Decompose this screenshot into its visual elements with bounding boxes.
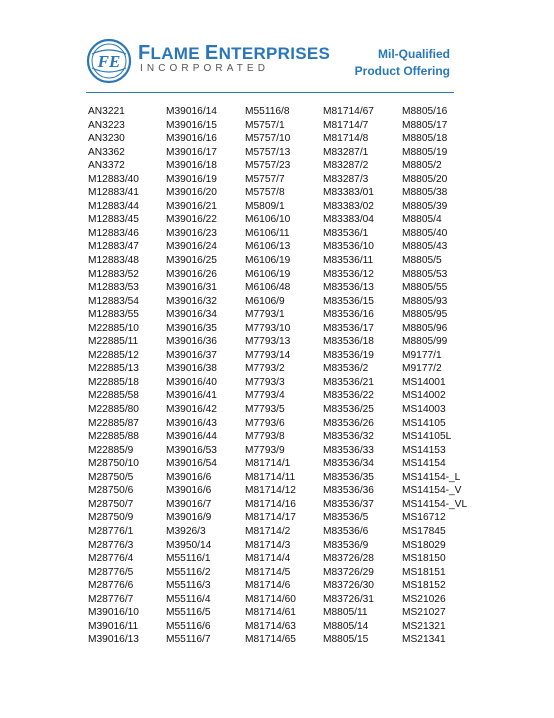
- part-number: M7793/1: [245, 309, 285, 321]
- part-number: M6106/10: [245, 214, 291, 226]
- part-number-column: [323, 105, 402, 647]
- part-number: M12883/52: [88, 268, 139, 280]
- part-number: M12883/45: [88, 214, 139, 226]
- part-number: M8805/5: [402, 255, 442, 267]
- part-number: M6106/19: [245, 255, 291, 267]
- part-number: M83536/5: [323, 512, 369, 524]
- part-number: M39016/15: [166, 119, 217, 131]
- part-number: M83536/25: [323, 404, 374, 416]
- part-number: M22885/87: [88, 417, 139, 429]
- part-number: M8805/4: [402, 214, 442, 226]
- part-number: M39016/44: [166, 431, 217, 443]
- part-number: M7793/5: [245, 404, 285, 416]
- part-number: M55116/5: [166, 607, 211, 619]
- flame-enterprises-logo-icon: [86, 38, 132, 84]
- part-number: M12883/44: [88, 200, 139, 212]
- part-number: MS21321: [402, 620, 446, 632]
- part-number: M12883/41: [88, 187, 139, 199]
- part-number: M7793/4: [245, 390, 285, 402]
- part-number: M83383/01: [323, 187, 374, 199]
- part-number: M39016/6: [166, 485, 212, 497]
- part-number-column: [245, 105, 323, 647]
- part-number: M8805/93: [402, 295, 448, 307]
- part-number: M39016/31: [166, 282, 217, 294]
- part-number: M3950/14: [166, 539, 212, 551]
- part-number-column: [166, 105, 245, 647]
- part-number: M28750/6: [88, 485, 134, 497]
- part-number: M39016/17: [166, 146, 217, 158]
- part-number: M7793/8: [245, 431, 285, 443]
- part-number: M39016/26: [166, 268, 217, 280]
- part-number: M12883/55: [88, 309, 139, 321]
- part-number: M83536/2: [323, 363, 369, 375]
- part-number: M81714/2: [245, 525, 291, 537]
- part-number: M8805/99: [402, 336, 448, 348]
- part-number: M39016/22: [166, 214, 217, 226]
- part-number: MS14154-_VL: [402, 498, 468, 510]
- part-number: M83536/34: [323, 458, 374, 470]
- part-number: MS14154: [402, 458, 446, 470]
- part-number: M55116/7: [166, 634, 211, 646]
- part-number: M39016/23: [166, 227, 217, 239]
- part-number: M83287/1: [323, 146, 369, 158]
- part-number: M81714/60: [245, 593, 296, 605]
- part-number: M55116/8: [245, 106, 290, 117]
- part-number: M55116/2: [166, 566, 211, 578]
- part-number: M12883/47: [88, 241, 139, 253]
- part-number: M81714/65: [245, 634, 296, 646]
- part-number: M83726/28: [323, 553, 374, 565]
- part-number: M83536/9: [323, 539, 369, 551]
- part-number: M39016/34: [166, 309, 217, 321]
- part-number: M83536/32: [323, 431, 374, 443]
- part-number: M81714/17: [245, 512, 296, 524]
- part-number-column: [402, 105, 482, 647]
- part-number: M8805/2: [402, 160, 442, 172]
- part-number: MS14105: [402, 417, 446, 429]
- part-number: M39016/36: [166, 336, 217, 348]
- part-number: MS18152: [402, 580, 446, 592]
- part-number: M28750/10: [88, 458, 139, 470]
- part-number: M83536/19: [323, 349, 374, 361]
- part-number: AN3221: [88, 106, 125, 117]
- part-number: M83383/04: [323, 214, 374, 226]
- part-number: M22885/12: [88, 349, 139, 361]
- part-number: M83536/6: [323, 525, 369, 537]
- part-number: M5757/8: [245, 187, 285, 199]
- part-number: MS21026: [402, 593, 446, 605]
- part-number: M22885/10: [88, 322, 139, 334]
- part-number: M8805/18: [402, 133, 448, 145]
- part-number: M8805/43: [402, 241, 448, 253]
- part-number: M81714/7: [323, 119, 369, 131]
- part-number: M39016/43: [166, 417, 217, 429]
- part-number: M28776/1: [88, 525, 134, 537]
- part-number: MS16712: [402, 512, 446, 524]
- part-number: MS14154-_L: [402, 471, 461, 483]
- part-number: MS14154-_V: [402, 485, 462, 497]
- part-number: M8805/20: [402, 173, 448, 185]
- part-number: M28776/4: [88, 553, 134, 565]
- part-number: M28776/5: [88, 566, 134, 578]
- part-number: MS17845: [402, 525, 446, 537]
- part-number: M8805/14: [323, 620, 369, 632]
- part-number: M39016/10: [88, 607, 139, 619]
- part-number: M39016/19: [166, 173, 217, 185]
- part-number-column: [88, 105, 166, 647]
- part-number: M7793/13: [245, 336, 291, 348]
- part-number: M28776/6: [88, 580, 134, 592]
- part-number: M28750/9: [88, 512, 134, 524]
- part-number: M39016/14: [166, 106, 217, 117]
- part-number: M83536/36: [323, 485, 374, 497]
- part-number: M39016/13: [88, 634, 139, 646]
- part-number: M8805/38: [402, 187, 448, 199]
- part-number: M55116/1: [166, 553, 211, 565]
- part-number: M39016/54: [166, 458, 217, 470]
- part-number: M7793/2: [245, 363, 285, 375]
- part-number: M81714/8: [323, 133, 369, 145]
- brand-name: FLAME ENTERPRISES: [138, 42, 331, 64]
- part-number: M83383/02: [323, 200, 374, 212]
- part-number: M8805/17: [402, 119, 448, 131]
- part-number: M39016/42: [166, 404, 217, 416]
- part-number: M6106/48: [245, 282, 291, 294]
- part-number: M5809/1: [245, 200, 285, 212]
- part-number: M8805/96: [402, 322, 448, 334]
- part-number: M83536/15: [323, 295, 374, 307]
- part-number: M22885/18: [88, 376, 139, 388]
- part-number: M6106/13: [245, 241, 291, 253]
- part-number: M12883/54: [88, 295, 139, 307]
- part-number: M22885/11: [88, 336, 139, 348]
- part-number: M83536/26: [323, 417, 374, 429]
- part-number: M8805/95: [402, 309, 448, 321]
- part-number: M5757/10: [245, 133, 291, 145]
- part-number: M5757/7: [245, 173, 285, 185]
- part-number: M83536/33: [323, 444, 374, 456]
- part-number: M12883/53: [88, 282, 139, 294]
- brand-subtitle: INCORPORATED: [140, 63, 270, 74]
- document-title-line1: Mil-Qualified: [378, 47, 450, 61]
- part-number: AN3362: [88, 146, 125, 158]
- header: [0, 0, 554, 100]
- part-number: M12883/40: [88, 173, 139, 185]
- part-number: M83536/18: [323, 336, 374, 348]
- header-divider: [86, 92, 454, 93]
- part-number: M39016/24: [166, 241, 217, 253]
- part-number: M39016/20: [166, 187, 217, 199]
- part-number: M83536/22: [323, 390, 374, 402]
- part-number: M22885/13: [88, 363, 139, 375]
- part-number: M7793/10: [245, 322, 291, 334]
- part-number: M83536/37: [323, 498, 374, 510]
- part-number: M39016/25: [166, 255, 217, 267]
- part-number: M83536/21: [323, 376, 374, 388]
- part-number: M8805/39: [402, 200, 448, 212]
- part-number: M28776/7: [88, 593, 134, 605]
- part-number-grid: [88, 105, 482, 647]
- document-title: [355, 46, 450, 80]
- part-number: M39016/35: [166, 322, 217, 334]
- part-number: M7793/6: [245, 417, 285, 429]
- part-number: M8805/19: [402, 146, 448, 158]
- part-number: MS14002: [402, 390, 446, 402]
- part-number: M83536/11: [323, 255, 374, 267]
- part-number: M22885/80: [88, 404, 139, 416]
- part-number: M81714/3: [245, 539, 291, 551]
- part-number: M39016/16: [166, 133, 217, 145]
- part-number: M9177/1: [402, 349, 442, 361]
- part-number: M83536/12: [323, 268, 374, 280]
- part-number: M7793/9: [245, 444, 285, 456]
- part-number: M83536/17: [323, 322, 374, 334]
- part-number: MS21341: [402, 634, 446, 646]
- document-title-line2: Product Offering: [354, 64, 450, 78]
- part-number: M12883/48: [88, 255, 139, 267]
- part-number: M28776/3: [88, 539, 134, 551]
- part-number: AN3230: [88, 133, 125, 145]
- part-number: M6106/11: [245, 227, 290, 239]
- part-number: M8805/40: [402, 227, 448, 239]
- part-number: M39016/6: [166, 471, 212, 483]
- part-number: M39016/7: [166, 498, 212, 510]
- part-number: MS14153: [402, 444, 446, 456]
- part-number: M8805/11: [323, 607, 368, 619]
- part-number: MS18151: [402, 566, 446, 578]
- part-number: M39016/41: [166, 390, 217, 402]
- part-number: M5757/1: [245, 119, 285, 131]
- part-number: M81714/1: [245, 458, 291, 470]
- part-number: M83536/13: [323, 282, 374, 294]
- part-number: M5757/13: [245, 146, 291, 158]
- part-number: MS14003: [402, 404, 446, 416]
- part-number: M39016/32: [166, 295, 217, 307]
- part-number: M83536/16: [323, 309, 374, 321]
- part-number: M22885/88: [88, 431, 139, 443]
- part-number: M81714/4: [245, 553, 291, 565]
- part-number: M55116/3: [166, 580, 211, 592]
- part-number: MS14105L: [402, 431, 452, 443]
- part-number: M83536/35: [323, 471, 374, 483]
- part-number: M28750/5: [88, 471, 134, 483]
- part-number: M83726/29: [323, 566, 374, 578]
- part-number: M83287/2: [323, 160, 369, 172]
- part-number: M28750/7: [88, 498, 134, 510]
- part-number: M39016/38: [166, 363, 217, 375]
- part-number: M81714/12: [245, 485, 296, 497]
- part-number: M81714/61: [245, 607, 296, 619]
- logo-letters: FE: [97, 52, 121, 71]
- part-number: M39016/40: [166, 376, 217, 388]
- part-number: AN3372: [88, 160, 125, 172]
- part-number: M6106/19: [245, 268, 291, 280]
- part-number: M83536/10: [323, 241, 374, 253]
- part-number: M39016/21: [166, 200, 217, 212]
- part-number: M81714/11: [245, 471, 296, 483]
- part-number: M39016/53: [166, 444, 217, 456]
- part-number: M83726/31: [323, 593, 374, 605]
- part-number: M39016/11: [88, 620, 139, 632]
- part-number: M7793/3: [245, 376, 285, 388]
- part-number: AN3223: [88, 119, 125, 131]
- part-number: M81714/6: [245, 580, 291, 592]
- part-number: MS18029: [402, 539, 446, 551]
- part-number: M8805/15: [323, 634, 369, 646]
- part-number: MS18150: [402, 553, 446, 565]
- part-number: M8805/53: [402, 268, 448, 280]
- part-number: M9177/2: [402, 363, 442, 375]
- part-number: MS21027: [402, 607, 446, 619]
- part-number: M81714/16: [245, 498, 296, 510]
- part-number: M39016/9: [166, 512, 212, 524]
- part-number: M39016/37: [166, 349, 217, 361]
- part-number: M3926/3: [166, 525, 206, 537]
- part-number: M39016/18: [166, 160, 217, 172]
- part-number: M81714/67: [323, 106, 374, 117]
- part-number: M8805/16: [402, 106, 448, 117]
- part-number: M55116/4: [166, 593, 211, 605]
- part-number: M83536/1: [323, 227, 369, 239]
- part-number: M22885/58: [88, 390, 139, 402]
- part-number: M81714/63: [245, 620, 296, 632]
- part-number: M55116/6: [166, 620, 211, 632]
- part-number: M12883/46: [88, 227, 139, 239]
- part-number: MS14001: [402, 376, 446, 388]
- part-number: M6106/9: [245, 295, 285, 307]
- part-number: M5757/23: [245, 160, 291, 172]
- part-number: M22885/9: [88, 444, 134, 456]
- part-number: M8805/55: [402, 282, 448, 294]
- part-number: M81714/5: [245, 566, 291, 578]
- part-number: M7793/14: [245, 349, 291, 361]
- part-number: M83726/30: [323, 580, 374, 592]
- part-number: M83287/3: [323, 173, 369, 185]
